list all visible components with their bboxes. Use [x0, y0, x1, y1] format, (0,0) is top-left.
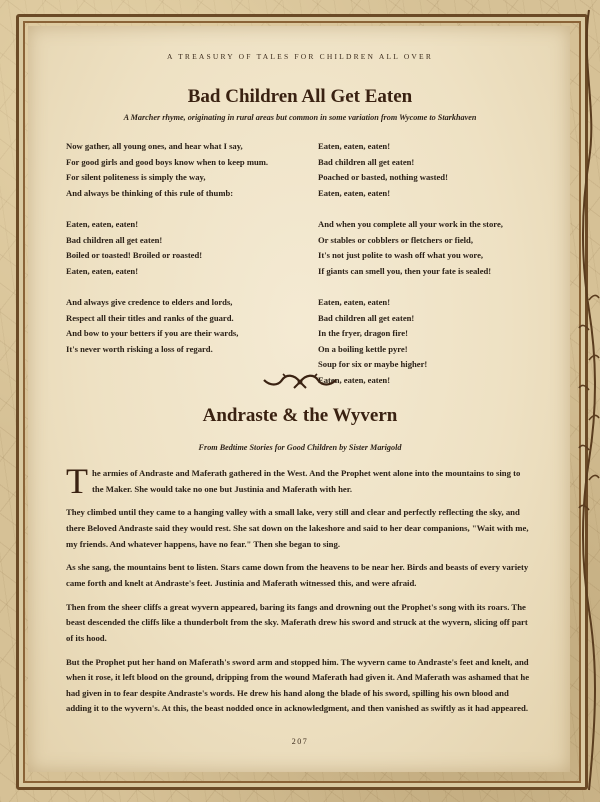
poem-line: Eaten, eaten, eaten!	[66, 265, 139, 276]
flourish-divider-icon	[260, 372, 340, 392]
poem-line: And always give credence to elders and lords,	[66, 296, 233, 307]
poem-line: In the fryer, dragon fire!	[318, 328, 408, 339]
poem-line: Eaten, eaten, eaten!	[66, 218, 139, 229]
story-paragraph: Then from the sheer cliffs a great wyvern appeared, baring its fangs and drowning out the Prophet's song with its roars. The beast descended the cliffs like a thunderbolt from the sky. Maferath drew his sword and struck at the wyvern, slicing off part of its hood.	[66, 601, 528, 643]
story-paragraph: As she sang, the mountains bent to listen. Stars came down from the heavens to be near her. Birds and beasts of every variety came forth and knelt at Andraste's feet. Justinia and Maferath witnessed this, and were afraid.	[66, 562, 529, 588]
poem-stanza	[66, 295, 291, 357]
poem-line: Bad children all get eaten!	[66, 234, 163, 245]
poem-line: Eaten, eaten, eaten!	[318, 374, 391, 385]
story-paragraph-text: he armies of Andraste and Maferath gathered in the West. And the Prophet went alone into the mountains to sing to the Maker. She would take no one but Justinia and Maferath with her.	[92, 468, 521, 494]
poem-stanza	[318, 295, 543, 389]
poem-line: Or stables or cobblers or fletchers or field,	[318, 234, 473, 245]
poem-line: Eaten, eaten, eaten!	[318, 141, 391, 151]
poem-line: It's not just polite to wash off what you wore,	[318, 250, 484, 261]
poem-stanza	[318, 139, 543, 201]
poem-line: Soup for six or maybe higher!	[318, 359, 428, 370]
poem-line: On a boiling kettle pyre!	[318, 343, 408, 354]
story-subtitle: From Bedtime Stories for Good Children by Sister Marigold	[198, 443, 402, 452]
poem-line: It's never worth risking a loss of regard.	[66, 343, 213, 354]
poem-line: Boiled or toasted! Broiled or roasted!	[66, 250, 203, 261]
poem-line: If giants can smell you, then your fate is sealed!	[318, 265, 492, 276]
poem-stanza	[66, 217, 291, 279]
poem-line: Bad children all get eaten!	[318, 312, 415, 323]
poem-line: Respect all their titles and ranks of the guard.	[66, 312, 234, 323]
poem-line: Now gather, all young ones, and hear what I say,	[66, 141, 243, 151]
poem-line: For good girls and good boys know when to keep mum.	[66, 156, 269, 167]
drop-cap: T	[66, 461, 88, 501]
story-title: Andraste & the Wyvern	[202, 405, 398, 426]
poem-subtitle: A Marcher rhyme, originating in rural areas but common in some variation from Wycome to Starkhaven	[123, 113, 477, 122]
story-paragraph	[66, 461, 534, 501]
page-number: 207	[291, 737, 309, 746]
poem-line: For silent politeness is simply the way,	[66, 172, 206, 183]
poem-line: Bad children all get eaten!	[318, 156, 415, 167]
poem-title: Bad Children All Get Eaten	[187, 86, 413, 107]
poem-line: Poached or basted, nothing wasted!	[318, 172, 448, 183]
poem-stanza	[318, 217, 543, 279]
poem-line: Eaten, eaten, eaten!	[318, 296, 391, 307]
poem-line: And bow to your betters if you are their wards,	[66, 328, 239, 339]
poem-line: And when you complete all your work in the store,	[318, 218, 503, 229]
poem-line: Eaten, eaten, eaten!	[318, 187, 391, 198]
poem-stanza	[66, 139, 291, 201]
story-body	[66, 461, 534, 725]
poem-right-column	[318, 139, 543, 404]
poem-left-column	[66, 139, 291, 373]
poem-line: And always be thinking of this rule of thumb:	[66, 187, 234, 198]
running-header: A TREASURY OF TALES FOR CHILDREN ALL OVER	[166, 52, 434, 61]
story-paragraph: They climbed until they came to a hanging valley with a small lake, very still and clear and perfectly reflecting the sky, and there Beloved Andraste said they would rest. She sat down on the lakeshore and said to her dear companions, "Wait with me, my friends. And whatever happens, have no fear." Then she began to sing.	[66, 507, 529, 549]
story-paragraph: But the Prophet put her hand on Maferath's sword arm and stopped him. The wyvern came to Andraste's feet and knelt, and when it rose, it left blood on the ground, dripping from the wound Maferath had given it. And Maferath was ashamed that he had given in to fear despite Andraste's words. He drew his hand along the blade of his sword, spilling his own blood and adding it to the wyvern's. At this, the beast nodded once in acknowledgment, and then vanished as swiftly as it had appeared.	[66, 656, 530, 714]
